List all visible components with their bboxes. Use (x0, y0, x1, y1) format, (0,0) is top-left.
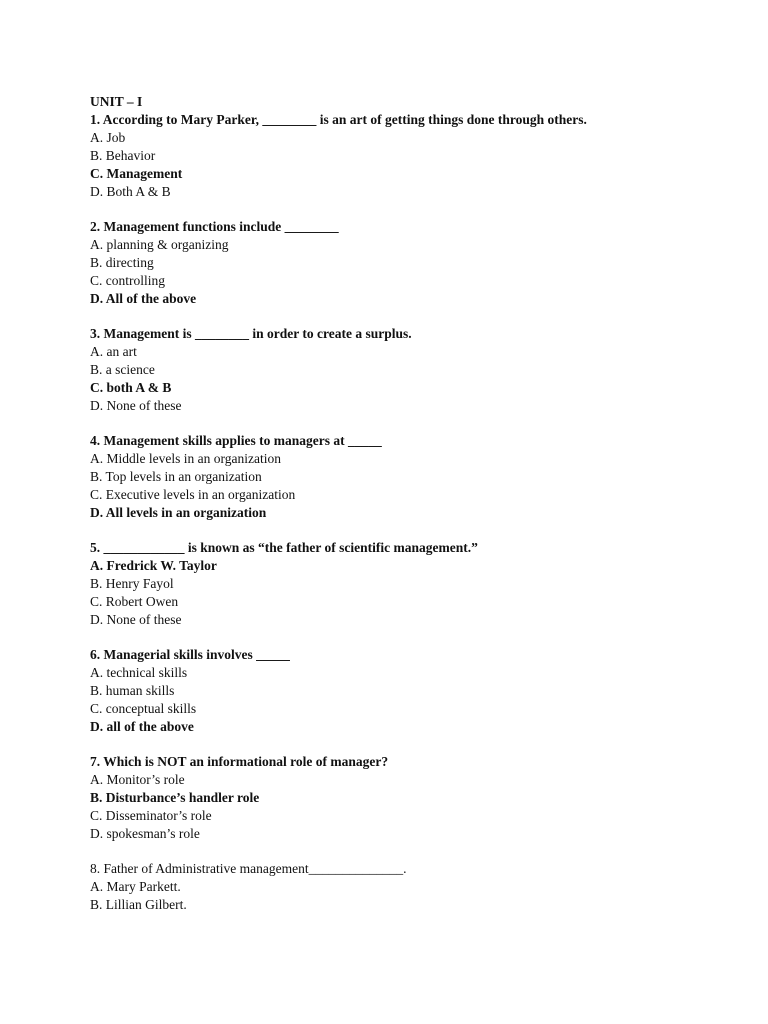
answer-option: D. None of these (90, 398, 182, 413)
question-block (90, 325, 730, 415)
question-text: 3. Management is ________ in order to create a surplus. (90, 326, 412, 341)
question-block (90, 218, 730, 308)
answer-option: B. Henry Fayol (90, 576, 174, 591)
answer-option-correct: D. All levels in an organization (90, 505, 267, 520)
question-text: 2. Management functions include ________ (90, 219, 339, 234)
answer-option-correct: D. All of the above (90, 291, 197, 306)
question-block (90, 539, 730, 629)
answer-option: A. technical skills (90, 665, 188, 680)
answer-option: A. Mary Parkett. (90, 879, 181, 894)
answer-option: A. Middle levels in an organization (90, 451, 281, 466)
answer-option-correct: D. all of the above (90, 719, 194, 734)
answer-option: B. human skills (90, 683, 175, 698)
question-list (90, 111, 730, 914)
answer-option: D. Both A & B (90, 184, 171, 199)
answer-option: A. Monitor’s role (90, 772, 185, 787)
question-text: 4. Management skills applies to managers at _____ (90, 433, 382, 448)
answer-option: C. controlling (90, 273, 165, 288)
answer-option: B. directing (90, 255, 154, 270)
answer-option: A. planning & organizing (90, 237, 229, 252)
answer-option-correct: C. Management (90, 166, 183, 181)
answer-option: C. Robert Owen (90, 594, 179, 609)
question-block (90, 860, 730, 914)
answer-option: C. Disseminator’s role (90, 808, 212, 823)
question-text: 8. Father of Administrative management______________. (90, 861, 407, 876)
answer-option-correct: C. both A & B (90, 380, 172, 395)
question-text: 7. Which is NOT an informational role of manager? (90, 754, 389, 769)
answer-option: A. an art (90, 344, 137, 359)
question-text: 1. According to Mary Parker, ________ is an art of getting things done through others. (90, 112, 587, 127)
question-block (90, 646, 730, 736)
question-text: 6. Managerial skills involves _____ (90, 647, 290, 662)
question-block (90, 753, 730, 843)
question-block (90, 111, 730, 201)
answer-option: B. Lillian Gilbert. (90, 897, 187, 912)
answer-option: B. Behavior (90, 148, 156, 163)
answer-option: B. a science (90, 362, 155, 377)
answer-option: A. Job (90, 130, 126, 145)
answer-option: D. spokesman’s role (90, 826, 200, 841)
question-block (90, 432, 730, 522)
answer-option: D. None of these (90, 612, 182, 627)
unit-heading: UNIT – I (90, 94, 143, 109)
answer-option: C. conceptual skills (90, 701, 197, 716)
answer-option-correct: B. Disturbance’s handler role (90, 790, 260, 805)
answer-option-correct: A. Fredrick W. Taylor (90, 558, 217, 573)
answer-option: B. Top levels in an organization (90, 469, 262, 484)
document-page (90, 93, 730, 931)
answer-option: C. Executive levels in an organization (90, 487, 296, 502)
question-text: 5. ____________ is known as “the father of scientific management.” (90, 540, 478, 555)
